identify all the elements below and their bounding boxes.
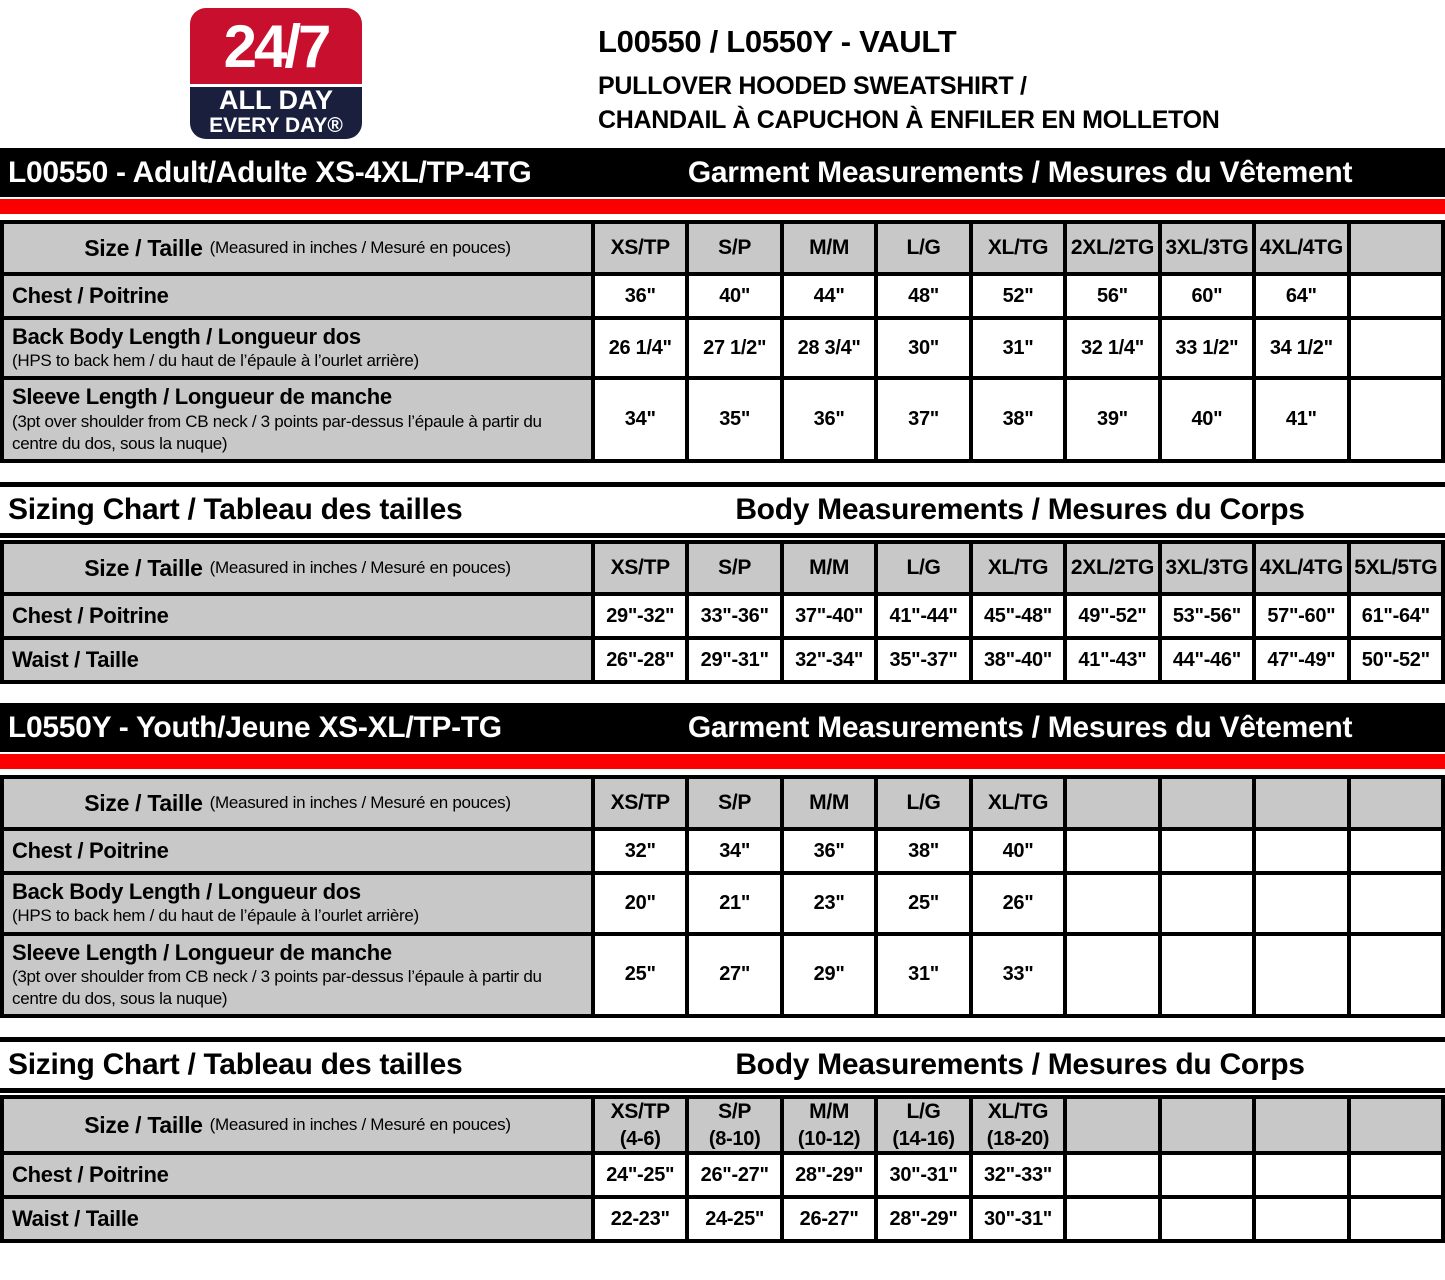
row-note: (3pt over shoulder from CB neck / 3 points par-dessus l’épaule à partir du centre du dos, sous la nuque)	[12, 411, 542, 453]
row-label: Waist / Taille	[12, 646, 139, 672]
value-cell: 26-27"	[784, 1199, 878, 1243]
value-cell: 47"-49"	[1256, 640, 1350, 684]
value-cell: 29"-31"	[689, 640, 783, 684]
value-cell: 26"	[973, 875, 1067, 935]
column-header-label: 5XL/5TG	[1354, 556, 1438, 580]
value-cell	[1256, 936, 1350, 1019]
value-cell	[1067, 875, 1161, 935]
section-subtitle: Garment Measurements / Mesures du Vêtement	[687, 710, 1353, 744]
column-header	[1162, 1099, 1256, 1155]
column-header-label: XL/TG	[987, 791, 1049, 815]
value-cell: 32"-33"	[973, 1155, 1067, 1199]
value-cell: 44"-46"	[1162, 640, 1256, 684]
column-header	[689, 224, 783, 276]
section-title: Sizing Chart / Tableau des tailles	[8, 493, 463, 527]
column-header-label: L/G	[906, 556, 941, 580]
value-cell: 35"-37"	[878, 640, 972, 684]
value-cell	[1256, 1199, 1350, 1243]
red-stripe	[0, 754, 1445, 769]
row-label-cell	[4, 1155, 595, 1199]
column-header-sub: (14-16)	[892, 1128, 955, 1151]
size-note: (Measured in inches / Mesuré en pouces)	[209, 238, 511, 257]
size-label: Size / Taille	[84, 1111, 203, 1138]
column-header	[1351, 224, 1445, 276]
value-cell: 26 1/4"	[595, 320, 689, 380]
value-cell: 33"-36"	[689, 596, 783, 640]
column-header	[973, 224, 1067, 276]
product-title: L00550 / L0550Y - VAULT	[598, 24, 957, 59]
value-cell: 64"	[1256, 276, 1350, 320]
column-header	[595, 224, 689, 276]
column-header-label: 3XL/3TG	[1165, 236, 1249, 260]
value-cell: 50"-52"	[1351, 640, 1445, 684]
value-cell: 48"	[878, 276, 972, 320]
size-label: Size / Taille	[84, 554, 203, 581]
column-header-label: L/G	[906, 236, 941, 260]
logo-all-day-badge	[190, 87, 362, 139]
value-cell	[1256, 1155, 1350, 1199]
logo-24-7-text: 24/7	[223, 12, 329, 80]
value-cell: 38"	[973, 380, 1067, 463]
value-cell: 24"-25"	[595, 1155, 689, 1199]
value-cell: 49"-52"	[1067, 596, 1161, 640]
section-subtitle: Body Measurements / Mesures du Corps	[735, 1048, 1305, 1082]
column-header-label: 4XL/4TG	[1259, 556, 1343, 580]
column-header	[1162, 224, 1256, 276]
column-header-label: XS/TP	[610, 791, 670, 815]
youth-body-header-band	[0, 1037, 1445, 1093]
value-cell	[1162, 831, 1256, 875]
column-header-sub: (4-6)	[619, 1128, 661, 1151]
row-label-cell	[4, 1199, 595, 1243]
row-note: (HPS to back hem / du haut de l’épaule à l’ourlet arrière)	[12, 351, 419, 371]
value-cell: 25"	[878, 875, 972, 935]
column-header	[595, 779, 689, 831]
size-note: (Measured in inches / Mesuré en pouces)	[209, 793, 511, 813]
column-header	[878, 1099, 972, 1155]
logo-all-day-text: ALL DAY	[218, 85, 334, 116]
row-label-cell	[4, 875, 595, 935]
adult-garment-header-band	[0, 148, 1445, 197]
value-cell	[1162, 1199, 1256, 1243]
value-cell	[1067, 831, 1161, 875]
column-header-label: XL/TG	[987, 556, 1049, 580]
column-header-label: M/M	[809, 791, 850, 815]
value-cell: 40"	[973, 831, 1067, 875]
value-cell: 38"	[878, 831, 972, 875]
value-cell: 41"-44"	[878, 596, 972, 640]
column-header-sub: (8-10)	[708, 1128, 761, 1151]
row-label: Back Body Length / Longueur dos	[12, 324, 361, 349]
column-header	[1351, 779, 1445, 831]
value-cell	[1351, 276, 1445, 320]
value-cell	[1162, 936, 1256, 1019]
row-label-cell	[4, 640, 595, 684]
adult-garment-section	[0, 148, 1445, 463]
value-cell: 34"	[689, 831, 783, 875]
value-cell: 24-25"	[689, 1199, 783, 1243]
value-cell	[1351, 875, 1445, 935]
column-header	[1067, 1099, 1161, 1155]
value-cell	[1351, 831, 1445, 875]
value-cell: 60"	[1162, 276, 1256, 320]
value-cell: 25"	[595, 936, 689, 1019]
value-cell: 21"	[689, 875, 783, 935]
value-cell: 26"-27"	[689, 1155, 783, 1199]
column-header-label: S/P	[718, 556, 752, 580]
value-cell: 45"-48"	[973, 596, 1067, 640]
size-label-cell	[4, 224, 595, 276]
value-cell	[1067, 1199, 1161, 1243]
value-cell: 30"-31"	[878, 1155, 972, 1199]
value-cell: 29"-32"	[595, 596, 689, 640]
row-label: Chest / Poitrine	[12, 837, 169, 863]
value-cell: 31"	[973, 320, 1067, 380]
value-cell: 35"	[689, 380, 783, 463]
row-label: Waist / Taille	[12, 1206, 139, 1232]
row-label: Back Body Length / Longueur dos	[12, 879, 361, 905]
column-header	[595, 544, 689, 596]
value-cell: 34"	[595, 380, 689, 463]
size-note: (Measured in inches / Mesuré en pouces)	[209, 558, 511, 578]
value-cell: 28"-29"	[784, 1155, 878, 1199]
section-title: Sizing Chart / Tableau des tailles	[8, 1048, 463, 1082]
value-cell: 27 1/2"	[689, 320, 783, 380]
column-header-label: S/P	[718, 236, 752, 260]
column-header-label: M/M	[809, 1100, 850, 1124]
value-cell: 33"	[973, 936, 1067, 1019]
column-header-label: L/G	[906, 791, 941, 815]
row-note: (3pt over shoulder from CB neck / 3 points par-dessus l’épaule à partir du centre du dos, sous la nuque)	[12, 966, 542, 1009]
column-header	[1256, 1099, 1350, 1155]
section-subtitle: Body Measurements / Mesures du Corps	[735, 493, 1305, 527]
value-cell	[1256, 875, 1350, 935]
size-label: Size / Taille	[84, 234, 203, 261]
column-header	[973, 544, 1067, 596]
value-cell	[1351, 1199, 1445, 1243]
size-label-cell	[4, 544, 595, 596]
value-cell: 32"	[595, 831, 689, 875]
value-cell: 40"	[689, 276, 783, 320]
value-cell: 61"-64"	[1351, 596, 1445, 640]
youth-garment-section	[0, 703, 1445, 1018]
youth-garment-table	[0, 775, 1445, 1018]
column-header-label: XS/TP	[610, 236, 670, 260]
row-label-cell	[4, 320, 595, 380]
value-cell: 56"	[1067, 276, 1161, 320]
column-header	[973, 779, 1067, 831]
value-cell: 37"	[878, 380, 972, 463]
logo-every-day-text: EVERY DAY®	[209, 114, 343, 138]
row-label: Sleeve Length / Longueur de manche	[12, 384, 392, 410]
value-cell: 40"	[1162, 380, 1256, 463]
row-label-cell	[4, 276, 595, 320]
adult-body-section	[0, 482, 1445, 684]
value-cell: 30"-31"	[973, 1199, 1067, 1243]
column-header	[1162, 544, 1256, 596]
column-header	[595, 1099, 689, 1155]
product-titles	[598, 24, 1220, 138]
value-cell: 20"	[595, 875, 689, 935]
column-header-label: M/M	[809, 556, 850, 580]
value-cell: 26"-28"	[595, 640, 689, 684]
value-cell	[1067, 936, 1161, 1019]
row-label-cell	[4, 936, 595, 1019]
column-header	[1067, 544, 1161, 596]
value-cell: 32 1/4"	[1067, 320, 1161, 380]
row-note: (HPS to back hem / du haut de l’épaule à l’ourlet arrière)	[12, 906, 419, 926]
value-cell: 36"	[784, 831, 878, 875]
youth-body-section	[0, 1037, 1445, 1243]
column-header	[1256, 224, 1350, 276]
value-cell: 44"	[784, 276, 878, 320]
value-cell	[1351, 1155, 1445, 1199]
value-cell: 34 1/2"	[1256, 320, 1350, 380]
column-header	[1351, 544, 1445, 596]
column-header-label: 4XL/4TG	[1259, 236, 1343, 260]
column-header-label: S/P	[718, 791, 752, 815]
column-header	[878, 544, 972, 596]
value-cell: 27"	[689, 936, 783, 1019]
column-header	[1351, 1099, 1445, 1155]
column-header	[689, 779, 783, 831]
row-label: Chest / Poitrine	[12, 602, 169, 628]
column-header	[784, 1099, 878, 1155]
size-label: Size / Taille	[84, 789, 203, 816]
value-cell: 36"	[784, 380, 878, 463]
row-label-cell	[4, 596, 595, 640]
youth-garment-header-band	[0, 703, 1445, 752]
value-cell: 30"	[878, 320, 972, 380]
value-cell: 36"	[595, 276, 689, 320]
value-cell: 33 1/2"	[1162, 320, 1256, 380]
value-cell	[1351, 320, 1445, 380]
value-cell: 31"	[878, 936, 972, 1019]
column-header-label: S/P	[718, 1100, 752, 1124]
logo-24-7-badge	[190, 8, 362, 84]
product-subtitle-fr: CHANDAIL À CAPUCHON À ENFILER EN MOLLETON	[598, 105, 1220, 134]
column-header	[1256, 779, 1350, 831]
size-label-cell	[4, 1099, 595, 1155]
row-label-cell	[4, 831, 595, 875]
value-cell: 41"-43"	[1067, 640, 1161, 684]
column-header	[973, 1099, 1067, 1155]
value-cell	[1351, 380, 1445, 463]
section-title: L0550Y - Youth/Jeune XS-XL/TP-TG	[8, 710, 502, 744]
column-header-label: 2XL/2TG	[1070, 556, 1154, 580]
product-subtitle-en: PULLOVER HOODED SWEATSHIRT /	[598, 72, 1027, 100]
value-cell: 52"	[973, 276, 1067, 320]
column-header	[784, 544, 878, 596]
column-header	[1162, 779, 1256, 831]
value-cell: 22-23"	[595, 1199, 689, 1243]
value-cell	[1162, 875, 1256, 935]
adult-body-header-band	[0, 482, 1445, 538]
adult-garment-table	[0, 220, 1445, 463]
value-cell: 39"	[1067, 380, 1161, 463]
value-cell: 28"-29"	[878, 1199, 972, 1243]
value-cell: 28 3/4"	[784, 320, 878, 380]
column-header-label: 2XL/2TG	[1070, 236, 1154, 260]
value-cell	[1351, 936, 1445, 1019]
value-cell: 32"-34"	[784, 640, 878, 684]
column-header-label: XS/TP	[610, 1100, 670, 1124]
column-header-label: XL/TG	[987, 236, 1049, 260]
value-cell: 41"	[1256, 380, 1350, 463]
column-header	[784, 779, 878, 831]
value-cell: 37"-40"	[784, 596, 878, 640]
section-title: L00550 - Adult/Adulte XS-4XL/TP-4TG	[8, 155, 532, 189]
column-header-label: L/G	[906, 1100, 941, 1124]
column-header-label: XS/TP	[610, 556, 670, 580]
youth-body-table	[0, 1095, 1445, 1243]
red-stripe	[0, 199, 1445, 214]
value-cell: 29"	[784, 936, 878, 1019]
column-header-label: 3XL/3TG	[1165, 556, 1249, 580]
column-header	[878, 779, 972, 831]
column-header-label: M/M	[809, 236, 850, 260]
column-header	[1067, 224, 1161, 276]
column-header	[1067, 779, 1161, 831]
value-cell: 53"-56"	[1162, 596, 1256, 640]
value-cell: 57"-60"	[1256, 596, 1350, 640]
column-header	[878, 224, 972, 276]
row-label: Chest / Poitrine	[12, 282, 169, 308]
column-header	[689, 544, 783, 596]
size-note: (Measured in inches / Mesuré en pouces)	[209, 1115, 511, 1135]
section-subtitle: Garment Measurements / Mesures du Vêtement	[687, 155, 1353, 189]
value-cell	[1256, 831, 1350, 875]
row-label: Chest / Poitrine	[12, 1162, 169, 1188]
column-header	[689, 1099, 783, 1155]
column-header	[1256, 544, 1350, 596]
document-header	[0, 0, 1445, 148]
column-header-sub: (10-12)	[797, 1128, 861, 1151]
row-label: Sleeve Length / Longueur de manche	[12, 939, 392, 965]
value-cell	[1162, 1155, 1256, 1199]
value-cell: 23"	[784, 875, 878, 935]
value-cell: 38"-40"	[973, 640, 1067, 684]
column-header-sub: (18-20)	[986, 1128, 1050, 1151]
value-cell	[1067, 1155, 1161, 1199]
column-header-label: XL/TG	[987, 1100, 1049, 1124]
column-header	[784, 224, 878, 276]
size-label-cell	[4, 779, 595, 831]
brand-logo	[190, 8, 362, 139]
row-label-cell	[4, 380, 595, 463]
adult-body-table	[0, 540, 1445, 684]
